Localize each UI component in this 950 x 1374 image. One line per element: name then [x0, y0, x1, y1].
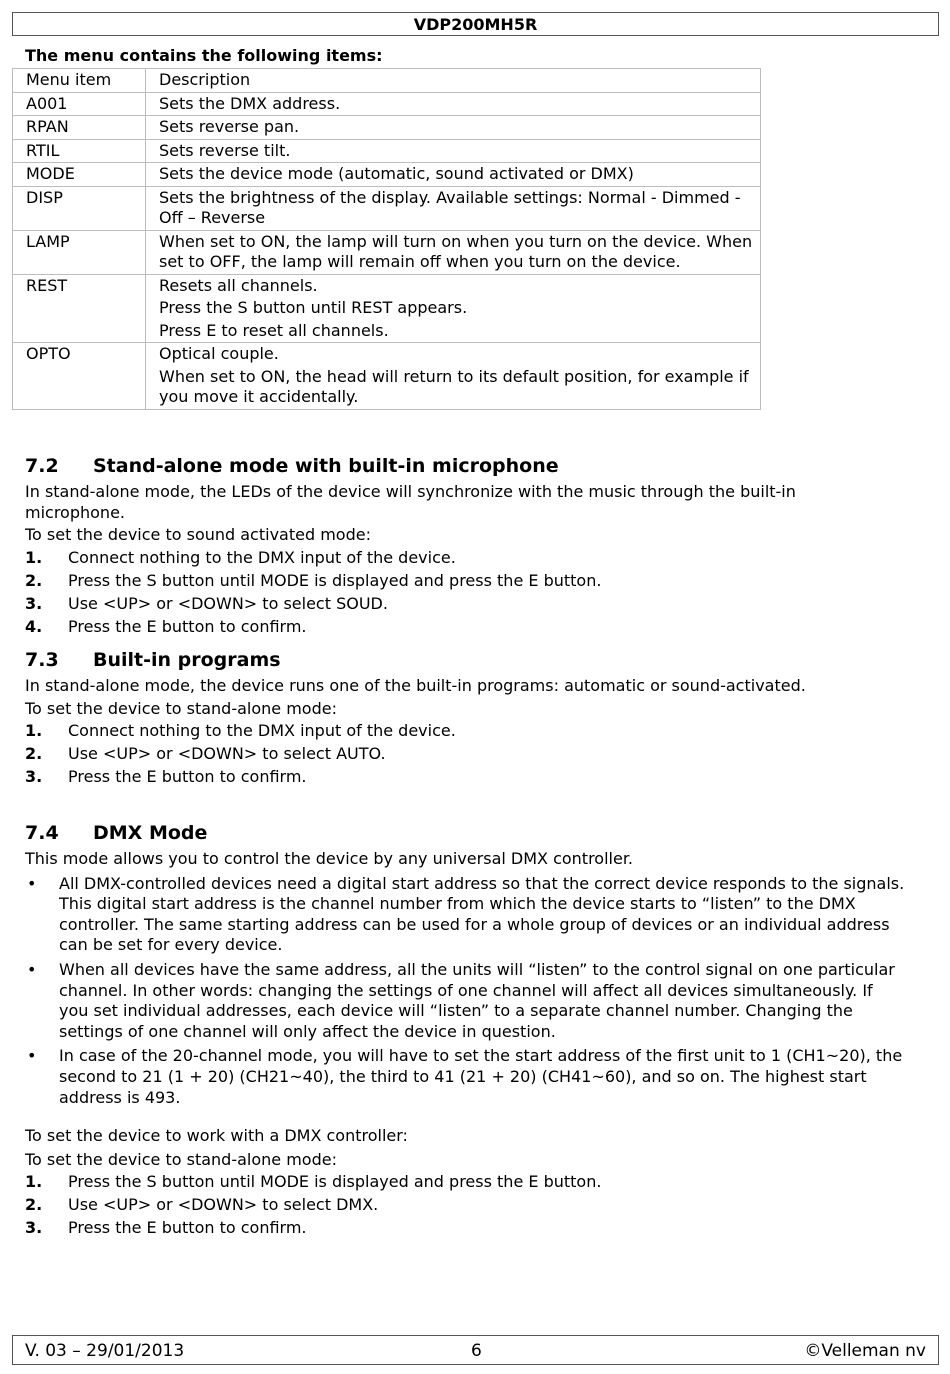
description-cell — [146, 92, 761, 116]
menu-item-cell: DISP — [13, 186, 146, 230]
table-row — [13, 343, 761, 410]
description-line: Sets the device mode (automatic, sound activated or DMX) — [159, 164, 634, 183]
footer-copyright: ©Velleman nv — [804, 1341, 926, 1361]
step-text: Use <UP> or <DOWN> to select SOUD. — [68, 593, 388, 613]
paragraph: To set the device to stand-alone mode: — [25, 698, 337, 718]
list-item — [25, 1193, 905, 1216]
menu-item-cell: OPTO — [13, 343, 146, 410]
list-item — [25, 960, 905, 1042]
menu-intro: The menu contains the following items: — [25, 46, 383, 65]
menu-item-cell: MODE — [13, 163, 146, 187]
footer-version: V. 03 – 29/01/2013 — [25, 1341, 185, 1361]
step-text: Use <UP> or <DOWN> to select DMX. — [68, 1195, 379, 1215]
step-number: 2. — [25, 744, 43, 764]
list-item — [25, 592, 905, 615]
step-number: 1. — [25, 721, 43, 741]
page-footer — [12, 1335, 939, 1365]
description-cell — [146, 163, 761, 187]
step-number: 1. — [25, 547, 43, 567]
menu-item-cell: RTIL — [13, 139, 146, 163]
table-row — [13, 274, 761, 343]
description-cell — [146, 186, 761, 230]
description-line: When set to ON, the head will return to its default position, for example if you move it accidentally. — [159, 366, 749, 406]
bullet-icon: • — [27, 959, 37, 979]
section-7-4 — [25, 821, 905, 1239]
step-text: Connect nothing to the DMX input of the device. — [68, 547, 456, 567]
description-cell — [146, 274, 761, 343]
table-header-cell: Description — [146, 69, 761, 93]
step-text: Press the S button until MODE is displayed and press the E button. — [68, 570, 602, 590]
description-line: Press E to reset all channels. — [159, 320, 389, 340]
paragraph: In stand-alone mode, the LEDs of the device will synchronize with the music through the built-in microphone. — [25, 482, 796, 522]
table-header-cell: Menu item — [13, 69, 146, 93]
list-item — [25, 615, 905, 638]
description-line: Sets the DMX address. — [159, 93, 341, 113]
bullet-list — [25, 874, 905, 1109]
description-line: Sets the brightness of the display. Available settings: Normal - Dimmed - Off – Reverse — [159, 187, 741, 227]
description-line: Optical couple. — [159, 344, 279, 363]
step-number: 3. — [25, 1218, 43, 1238]
table-row — [13, 139, 761, 163]
bullet-text: When all devices have the same address, all the units will “listen” to the control signal on one particular channel. In other words: changing the settings of one channel will affect all devices simultaneously. If you set individual addresses, each device will “listen” to a separate channel number. Changing the settings of one channel will only affect the device in question. — [59, 959, 895, 1041]
page-header: VDP200MH5R — [12, 12, 939, 36]
step-text: Use <UP> or <DOWN> to select AUTO. — [68, 744, 386, 764]
table-row — [13, 163, 761, 187]
step-list — [25, 719, 905, 788]
table-row — [13, 230, 761, 274]
section-7-2 — [25, 454, 905, 638]
list-item — [25, 1170, 905, 1193]
step-text: Press the E button to confirm. — [68, 616, 307, 636]
description-cell — [146, 139, 761, 163]
bullet-icon: • — [27, 1046, 37, 1066]
step-text: Connect nothing to the DMX input of the device. — [68, 721, 456, 741]
section-heading: 7.2 Stand-alone mode with built-in microphone — [25, 455, 559, 477]
list-item — [25, 874, 905, 956]
list-item — [25, 569, 905, 592]
table-row — [13, 186, 761, 230]
description-line: Sets reverse tilt. — [159, 140, 291, 160]
list-item — [25, 546, 905, 569]
list-item — [25, 742, 905, 765]
step-number: 1. — [25, 1172, 43, 1192]
step-number: 4. — [25, 616, 43, 636]
menu-table — [12, 68, 761, 410]
step-number: 3. — [25, 767, 43, 787]
section-heading: 7.4 DMX Mode — [25, 822, 208, 844]
list-item — [25, 1046, 905, 1108]
bullet-text: In case of the 20-channel mode, you will have to set the start address of the first unit to 1 (CH1~20), the second to 21 (1 + 20) (CH21~40), the third to 41 (21 + 20) (CH41~60), and so on. The highest start address is 493. — [59, 1046, 903, 1107]
paragraph: To set the device to stand-alone mode: — [25, 1149, 337, 1169]
step-number: 3. — [25, 593, 43, 613]
menu-item-cell: A001 — [13, 92, 146, 116]
section-7-3 — [25, 648, 905, 788]
bullet-text: All DMX-controlled devices need a digital start address so that the correct device responds to the signals. This digital start address is the channel number from which the device starts to “listen” to the DMX controller. The same starting address can be used for a whole group of devices or an individual address can be set for every device. — [59, 873, 905, 955]
list-item — [25, 719, 905, 742]
step-text: Press the E button to confirm. — [68, 1218, 307, 1238]
list-item — [25, 1216, 905, 1239]
menu-item-cell: LAMP — [13, 230, 146, 274]
bullet-icon: • — [27, 873, 37, 893]
menu-item-cell: RPAN — [13, 116, 146, 140]
table-header-row — [13, 69, 761, 93]
step-number: 2. — [25, 570, 43, 590]
paragraph: In stand-alone mode, the device runs one of the built-in programs: automatic or sound-activated. — [25, 676, 806, 695]
paragraph: This mode allows you to control the device by any universal DMX controller. — [25, 849, 634, 868]
step-list — [25, 546, 905, 638]
step-number: 2. — [25, 1195, 43, 1215]
step-list — [25, 1170, 905, 1239]
description-cell — [146, 230, 761, 274]
paragraph: To set the device to work with a DMX controller: — [25, 1126, 408, 1146]
description-line: Press the S button until REST appears. — [159, 298, 468, 317]
menu-item-cell: REST — [13, 274, 146, 343]
paragraph: To set the device to sound activated mode: — [25, 525, 371, 545]
table-row — [13, 92, 761, 116]
description-cell — [146, 116, 761, 140]
step-text: Press the E button to confirm. — [68, 767, 307, 787]
footer-page-number: 6 — [471, 1341, 482, 1361]
description-line: When set to ON, the lamp will turn on when you turn on the device. When set to OFF, the lamp will remain off when you turn on the device. — [159, 231, 753, 271]
step-text: Press the S button until MODE is displayed and press the E button. — [68, 1172, 602, 1192]
description-line: Resets all channels. — [159, 275, 318, 295]
list-item — [25, 765, 905, 788]
description-line: Sets reverse pan. — [159, 117, 300, 136]
section-heading: 7.3 Built-in programs — [25, 649, 281, 671]
table-row — [13, 116, 761, 140]
description-cell — [146, 343, 761, 410]
